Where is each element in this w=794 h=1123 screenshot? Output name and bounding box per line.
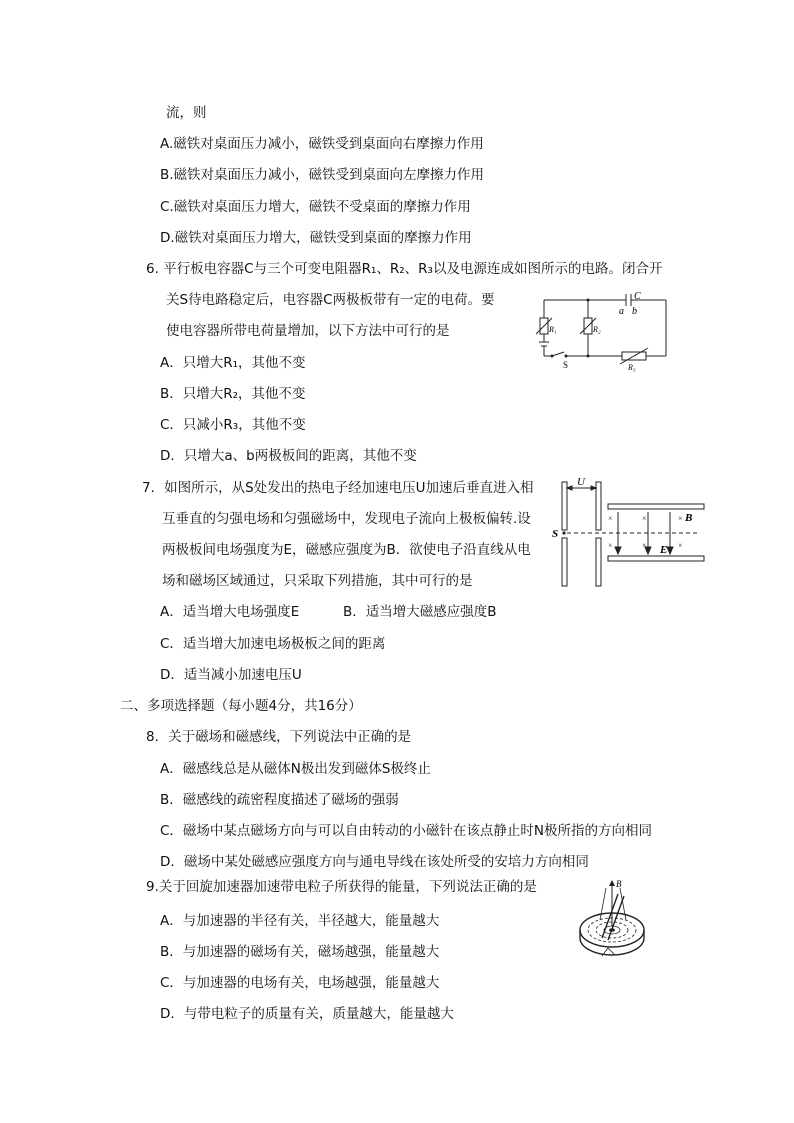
q6-option-d: D．只增大a、b两极板间的距离，其他不变 [160,448,417,464]
q8-stem: 8．关于磁场和磁感线，下列说法中正确的是 [146,729,412,745]
q7-option-b: B．适当增大磁感应强度B [343,604,497,620]
q9-label-b: B [616,879,622,889]
q7-stem-line-2: 互垂直的匀强电场和匀强磁场中，发现电子流向上极板偏转.设 [162,511,531,527]
q7-stem-line-4: 场和磁场区域通过，只采取下列措施，其中可行的是 [162,573,473,589]
q6-stem-line-1: 6. 平行板电容器C与三个可变电阻器R₁、R₂、R₃以及电源连成如图所示的电路。闭合开 [146,261,663,277]
svg-text:×: × [642,541,647,550]
q5-option-a: A.磁铁对桌面压力减小，磁铁受到桌面向右摩擦力作用 [160,136,484,152]
q8-option-a: A．磁感线总是从磁体N极出发到磁体S极终止 [160,761,431,777]
q6-label-a: a [619,306,624,317]
q7-label-s: S [552,528,559,540]
q7-stem-line-1: 7．如图所示，从S处发出的热电子经加速电压U加速后垂直进入相 [142,480,534,496]
q6-circuit-diagram [530,290,680,375]
q9-cyclotron-image [572,876,656,962]
q9-stem: 9.关于回旋加速器加速带电粒子所获得的能量，下列说法正确的是 [146,879,537,895]
q7-option-a: A．适当增大电场强度E [160,604,300,620]
q6-label-r3: R₃ [628,363,636,372]
q7-label-e: E [660,544,668,556]
q6-option-c: C．只减小R₃，其他不变 [160,417,306,433]
q5-option-d: D.磁铁对桌面压力增大，磁铁受到桌面的摩擦力作用 [160,230,472,246]
svg-text:×: × [642,514,647,523]
q8-option-d: D．磁场中某处磁感应强度方向与通电导线在该处所受的安培力方向相同 [160,854,589,870]
q9-option-d: D．与带电粒子的质量有关，质量越大，能量越大 [160,1006,454,1022]
svg-text:×: × [608,541,613,550]
q5-stem-tail: 流，则 [166,105,207,121]
q6-label-b: b [632,306,637,317]
q8-option-c: C．磁场中某点磁场方向与可以自由转动的小磁针在该点静止时N极所指的方向相同 [160,823,653,839]
q9-option-c: C．与加速器的电场有关，电场越强，能量越大 [160,975,440,991]
q6-stem-line-2: 关S待电路稳定后，电容器C两极板带有一定的电荷。要 [166,292,495,308]
q7-option-d: D．适当减小加速电压U [160,667,302,683]
q7-label-u: U [577,476,585,488]
svg-text:×: × [678,541,683,550]
q7-stem-line-3: 两极板间电场强度为E，磁感应强度为B．欲使电子沿直线从电 [162,542,531,558]
q6-label-r2: R₂ [593,325,601,334]
svg-text:×: × [608,514,613,523]
q7-option-c: C．适当增大加速电场极板之间的距离 [160,636,386,652]
svg-text:×: × [678,514,683,523]
q5-option-b: B.磁铁对桌面压力减小，磁铁受到桌面向左摩擦力作用 [160,167,485,183]
section-2-heading: 二、多项选择题（每小题4分，共16分） [120,698,362,714]
q6-label-s: S [563,360,569,370]
q6-option-b: B．只增大R₂，其他不变 [160,386,306,402]
q7-label-b: B [685,512,693,524]
q9-option-a: A．与加速器的半径有关，半径越大，能量越大 [160,913,440,929]
q6-label-c: C [634,291,641,302]
q6-label-r1: R₁ [549,325,557,334]
q6-option-a: A．只增大R₁，其他不变 [160,355,306,371]
q5-option-c: C.磁铁对桌面压力增大，磁铁不受桌面的摩擦力作用 [160,199,471,215]
q9-option-b: B．与加速器的磁场有关，磁场越强，能量越大 [160,944,440,960]
q8-option-b: B．磁感线的疏密程度描述了磁场的强弱 [160,792,399,808]
q7-field-diagram [548,474,706,590]
q6-stem-line-3: 使电容器所带电荷量增加，以下方法中可行的是 [166,323,450,339]
